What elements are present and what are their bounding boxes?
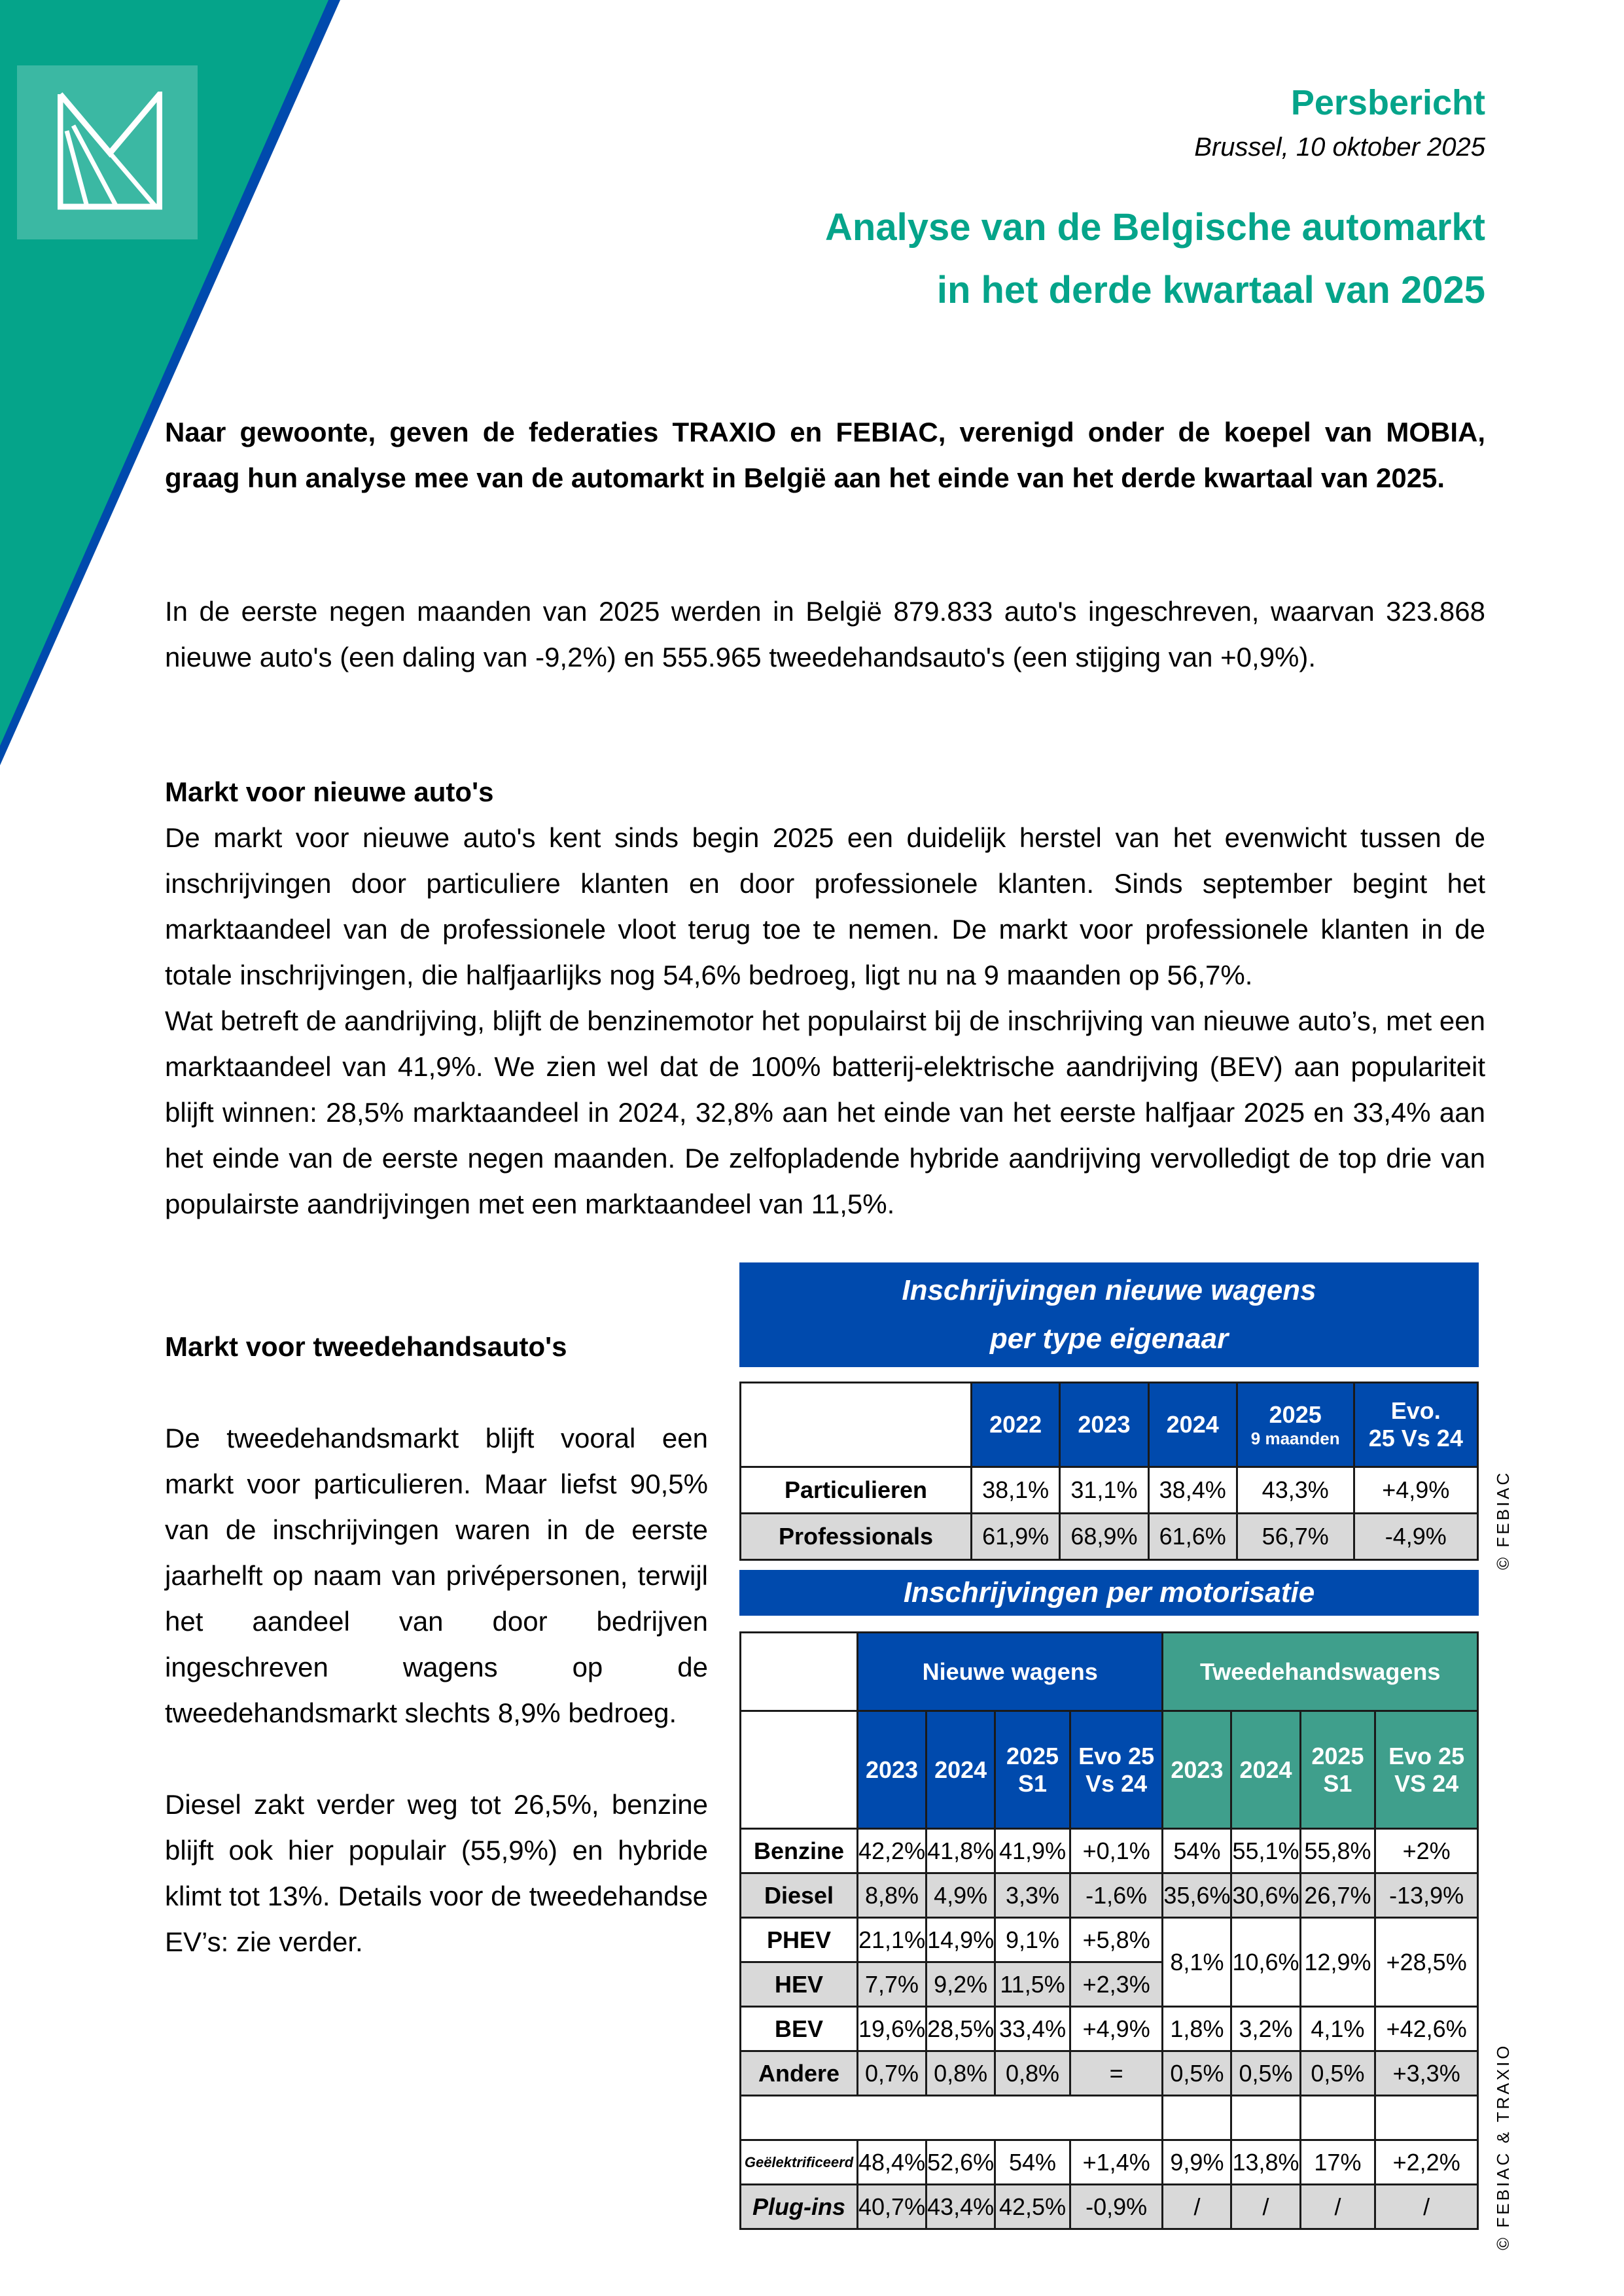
cell: 0,8% bbox=[995, 2051, 1070, 2096]
cell: 9,1% bbox=[995, 1918, 1070, 1962]
cell: 48,4% bbox=[858, 2140, 927, 2185]
merged-cell: +28,5% bbox=[1375, 1918, 1478, 2007]
cell: 19,6% bbox=[858, 2007, 927, 2051]
col-header: 2023 bbox=[1060, 1383, 1148, 1467]
title-line-2: in het derde kwartaal van 2025 bbox=[936, 269, 1485, 311]
cell: 68,9% bbox=[1060, 1514, 1148, 1560]
cell: 30,6% bbox=[1231, 1873, 1300, 1918]
cell: 31,1% bbox=[1060, 1467, 1148, 1514]
cell: -4,9% bbox=[1354, 1514, 1477, 1560]
merged-cell: 8,1% bbox=[1163, 1918, 1231, 2007]
section-paragraph: Wat betreft de aandrijving, blijft de benzinemotor het populairst bij de inschrijving van nieuwe auto’s, met een marktaandeel van 41,9%. We zien wel dat de 100% batterij-elektrische aandrijving (BEV) aan populariteit blijft winnen: 28,5% marktaandeel in 2024, 32,8% aan het einde van het eerste halfjaar 2025 en 33,4% aan het einde van de eerste negen maanden. De zelfopladende hybride aandrijving vervolledigt de top drie van populairste aandrijvingen met een marktaandeel van 11,5%. bbox=[165, 1005, 1485, 1219]
cell: 54% bbox=[995, 2140, 1070, 2185]
cell: 21,1% bbox=[858, 1918, 927, 1962]
cell: 56,7% bbox=[1237, 1514, 1354, 1560]
table-row bbox=[741, 1829, 1478, 1873]
empty-corner-cell bbox=[741, 1383, 972, 1467]
cell: 61,6% bbox=[1148, 1514, 1237, 1560]
table-row bbox=[741, 1467, 1478, 1514]
section-heading: Markt voor tweedehandsauto's bbox=[165, 1331, 567, 1362]
col-header: 2022 bbox=[972, 1383, 1060, 1467]
col-header: 2024 bbox=[1231, 1711, 1300, 1829]
cell: 3,3% bbox=[995, 1873, 1070, 1918]
cell: +1,4% bbox=[1070, 2140, 1162, 2185]
title-line-1: Analyse van de Belgische automarkt bbox=[825, 206, 1485, 249]
copyright-credit: © FEBIAC bbox=[1493, 1470, 1513, 1570]
dateline: Brussel, 10 oktober 2025 bbox=[1194, 133, 1485, 162]
spacer-row bbox=[741, 2096, 1478, 2140]
cell: +2,3% bbox=[1070, 1962, 1162, 2007]
table-row bbox=[741, 1918, 1478, 1962]
col-header: 2023 bbox=[858, 1711, 927, 1829]
cell: 41,8% bbox=[927, 1829, 995, 1873]
cell: 40,7% bbox=[858, 2185, 927, 2229]
cell: +42,6% bbox=[1375, 2007, 1478, 2051]
cell: 4,9% bbox=[927, 1873, 995, 1918]
table-row bbox=[741, 1873, 1478, 1918]
row-label: Geëlektrificeerd bbox=[741, 2140, 858, 2185]
banner-line: Inschrijvingen nieuwe wagens bbox=[902, 1274, 1316, 1306]
cell: 1,8% bbox=[1163, 2007, 1231, 2051]
col-header-2025: 2025 9 maanden bbox=[1237, 1383, 1354, 1467]
cell: +0,1% bbox=[1070, 1829, 1162, 1873]
cell: 14,9% bbox=[927, 1918, 995, 1962]
cell: / bbox=[1231, 2185, 1300, 2229]
row-label: PHEV bbox=[741, 1918, 858, 1962]
cell: 0,5% bbox=[1231, 2051, 1300, 2096]
table-row bbox=[741, 2051, 1478, 2096]
cell: 26,7% bbox=[1300, 1873, 1375, 1918]
cell: 7,7% bbox=[858, 1962, 927, 2007]
summary-paragraph: In de eerste negen maanden van 2025 werden in België 879.833 auto's ingeschreven, waarvan 323.868 nieuwe auto's (een daling van -9,2%) en 555.965 tweedehandsauto's (een stijging van +0,9%). bbox=[165, 596, 1485, 672]
cell: 42,2% bbox=[858, 1829, 927, 1873]
cell: 61,9% bbox=[972, 1514, 1060, 1560]
section-paragraph: Diesel zakt verder weg tot 26,5%, benzine blijft ook hier populair (55,9%) en hybride klimt tot 13%. Details voor de tweedehandse EV’s: zie verder. bbox=[165, 1789, 708, 1957]
cell: +2,2% bbox=[1375, 2140, 1478, 2185]
merged-cell: 12,9% bbox=[1300, 1918, 1375, 2007]
col-header: 2023 bbox=[1163, 1711, 1231, 1829]
row-label: HEV bbox=[741, 1962, 858, 2007]
row-label: Particulieren bbox=[741, 1467, 972, 1514]
cell: 0,5% bbox=[1300, 2051, 1375, 2096]
mobia-logo bbox=[17, 65, 198, 239]
mobia-logo-icon bbox=[58, 92, 162, 211]
col-header-evo: Evo. 25 Vs 24 bbox=[1354, 1383, 1477, 1467]
cell: +4,9% bbox=[1070, 2007, 1162, 2051]
cell: 52,6% bbox=[927, 2140, 995, 2185]
banner-line: per type eigenaar bbox=[989, 1323, 1229, 1355]
group-header-used: Tweedehandswagens bbox=[1163, 1633, 1478, 1711]
doc-type-label: Persbericht bbox=[1290, 83, 1485, 122]
row-label: Andere bbox=[741, 2051, 858, 2096]
row-label: BEV bbox=[741, 2007, 858, 2051]
cell: 55,8% bbox=[1300, 1829, 1375, 1873]
col-header: 2025 S1 bbox=[995, 1711, 1070, 1829]
intro-paragraph: Naar gewoonte, geven de federaties TRAXIO en FEBIAC, verenigd onder de koepel van MOBIA, graag hun analyse mee van de automarkt in België aan het einde van het derde kwartaal van 2025. bbox=[165, 417, 1485, 493]
cell: 4,1% bbox=[1300, 2007, 1375, 2051]
merged-cell: 10,6% bbox=[1231, 1918, 1300, 2007]
col-header: Evo 25 Vs 24 bbox=[1070, 1711, 1162, 1829]
empty-cell bbox=[741, 1711, 858, 1829]
cell: 8,8% bbox=[858, 1873, 927, 1918]
col-header: 2024 bbox=[927, 1711, 995, 1829]
cell: 17% bbox=[1300, 2140, 1375, 2185]
cell: 0,5% bbox=[1163, 2051, 1231, 2096]
cell: 55,1% bbox=[1231, 1829, 1300, 1873]
cell: 13,8% bbox=[1231, 2140, 1300, 2185]
cell: 43,3% bbox=[1237, 1467, 1354, 1514]
table-owner-banner bbox=[739, 1262, 1479, 1367]
cell: +5,8% bbox=[1070, 1918, 1162, 1962]
cell: +3,3% bbox=[1375, 2051, 1478, 2096]
cell: 0,8% bbox=[927, 2051, 995, 2096]
cell: +4,9% bbox=[1354, 1467, 1477, 1514]
col-header: Evo 25 VS 24 bbox=[1375, 1711, 1478, 1829]
row-label: Benzine bbox=[741, 1829, 858, 1873]
cell: -1,6% bbox=[1070, 1873, 1162, 1918]
col-header: 2024 bbox=[1148, 1383, 1237, 1467]
empty-corner-cell bbox=[741, 1633, 858, 1711]
section-used-cars bbox=[165, 1324, 708, 1965]
cell: 38,1% bbox=[972, 1467, 1060, 1514]
row-label: Professionals bbox=[741, 1514, 972, 1560]
cell: 9,2% bbox=[927, 1962, 995, 2007]
cell: / bbox=[1163, 2185, 1231, 2229]
cell: 41,9% bbox=[995, 1829, 1070, 1873]
cell: 0,7% bbox=[858, 2051, 927, 2096]
table-motor-banner: Inschrijvingen per motorisatie bbox=[739, 1570, 1479, 1616]
cell: 42,5% bbox=[995, 2185, 1070, 2229]
cell: 3,2% bbox=[1231, 2007, 1300, 2051]
motorisation-table bbox=[739, 1631, 1479, 2230]
copyright-credit: © FEBIAC & TRAXIO bbox=[1493, 2043, 1513, 2250]
cell: +2% bbox=[1375, 1829, 1478, 1873]
section-new-cars bbox=[165, 769, 1485, 1227]
cell: 33,4% bbox=[995, 2007, 1070, 2051]
cell: 11,5% bbox=[995, 1962, 1070, 2007]
section-heading: Markt voor nieuwe auto's bbox=[165, 776, 494, 807]
cell: 28,5% bbox=[927, 2007, 995, 2051]
cell: -0,9% bbox=[1070, 2185, 1162, 2229]
cell: / bbox=[1300, 2185, 1375, 2229]
cell: 38,4% bbox=[1148, 1467, 1237, 1514]
section-paragraph: De tweedehandsmarkt blijft vooral een markt voor particulieren. Maar liefst 90,5% van de inschrijvingen waren in de eerste jaarhelft op naam van privépersonen, terwijl het aandeel van door bedrijven ingeschreven wagens op de tweedehandsmarkt slechts 8,9% bedroeg. bbox=[165, 1423, 708, 1728]
cell: -13,9% bbox=[1375, 1873, 1478, 1918]
cell: 43,4% bbox=[927, 2185, 995, 2229]
cell: = bbox=[1070, 2051, 1162, 2096]
cell: 54% bbox=[1163, 1829, 1231, 1873]
table-row bbox=[741, 2007, 1478, 2051]
section-paragraph: De markt voor nieuwe auto's kent sinds begin 2025 een duidelijk herstel van het evenwicht tussen de inschrijvingen door particuliere klanten en door professionele klanten. Sinds september begint het marktaandeel van de professionele vloot terug toe te nemen. De markt voor professionele klanten in de totale inschrijvingen, die halfjaarlijks nog 54,6% bedroeg, ligt nu na 9 maanden op 56,7%. bbox=[165, 822, 1485, 990]
group-header-new: Nieuwe wagens bbox=[858, 1633, 1163, 1711]
cell: 9,9% bbox=[1163, 2140, 1231, 2185]
page-title bbox=[825, 196, 1485, 322]
table-row bbox=[741, 2185, 1478, 2229]
col-header: 2025 S1 bbox=[1300, 1711, 1375, 1829]
cell: / bbox=[1375, 2185, 1478, 2229]
row-label: Diesel bbox=[741, 1873, 858, 1918]
owner-type-table bbox=[739, 1382, 1479, 1561]
table-row bbox=[741, 2140, 1478, 2185]
row-label: Plug-ins bbox=[741, 2185, 858, 2229]
table-row bbox=[741, 1514, 1478, 1560]
cell: 35,6% bbox=[1163, 1873, 1231, 1918]
